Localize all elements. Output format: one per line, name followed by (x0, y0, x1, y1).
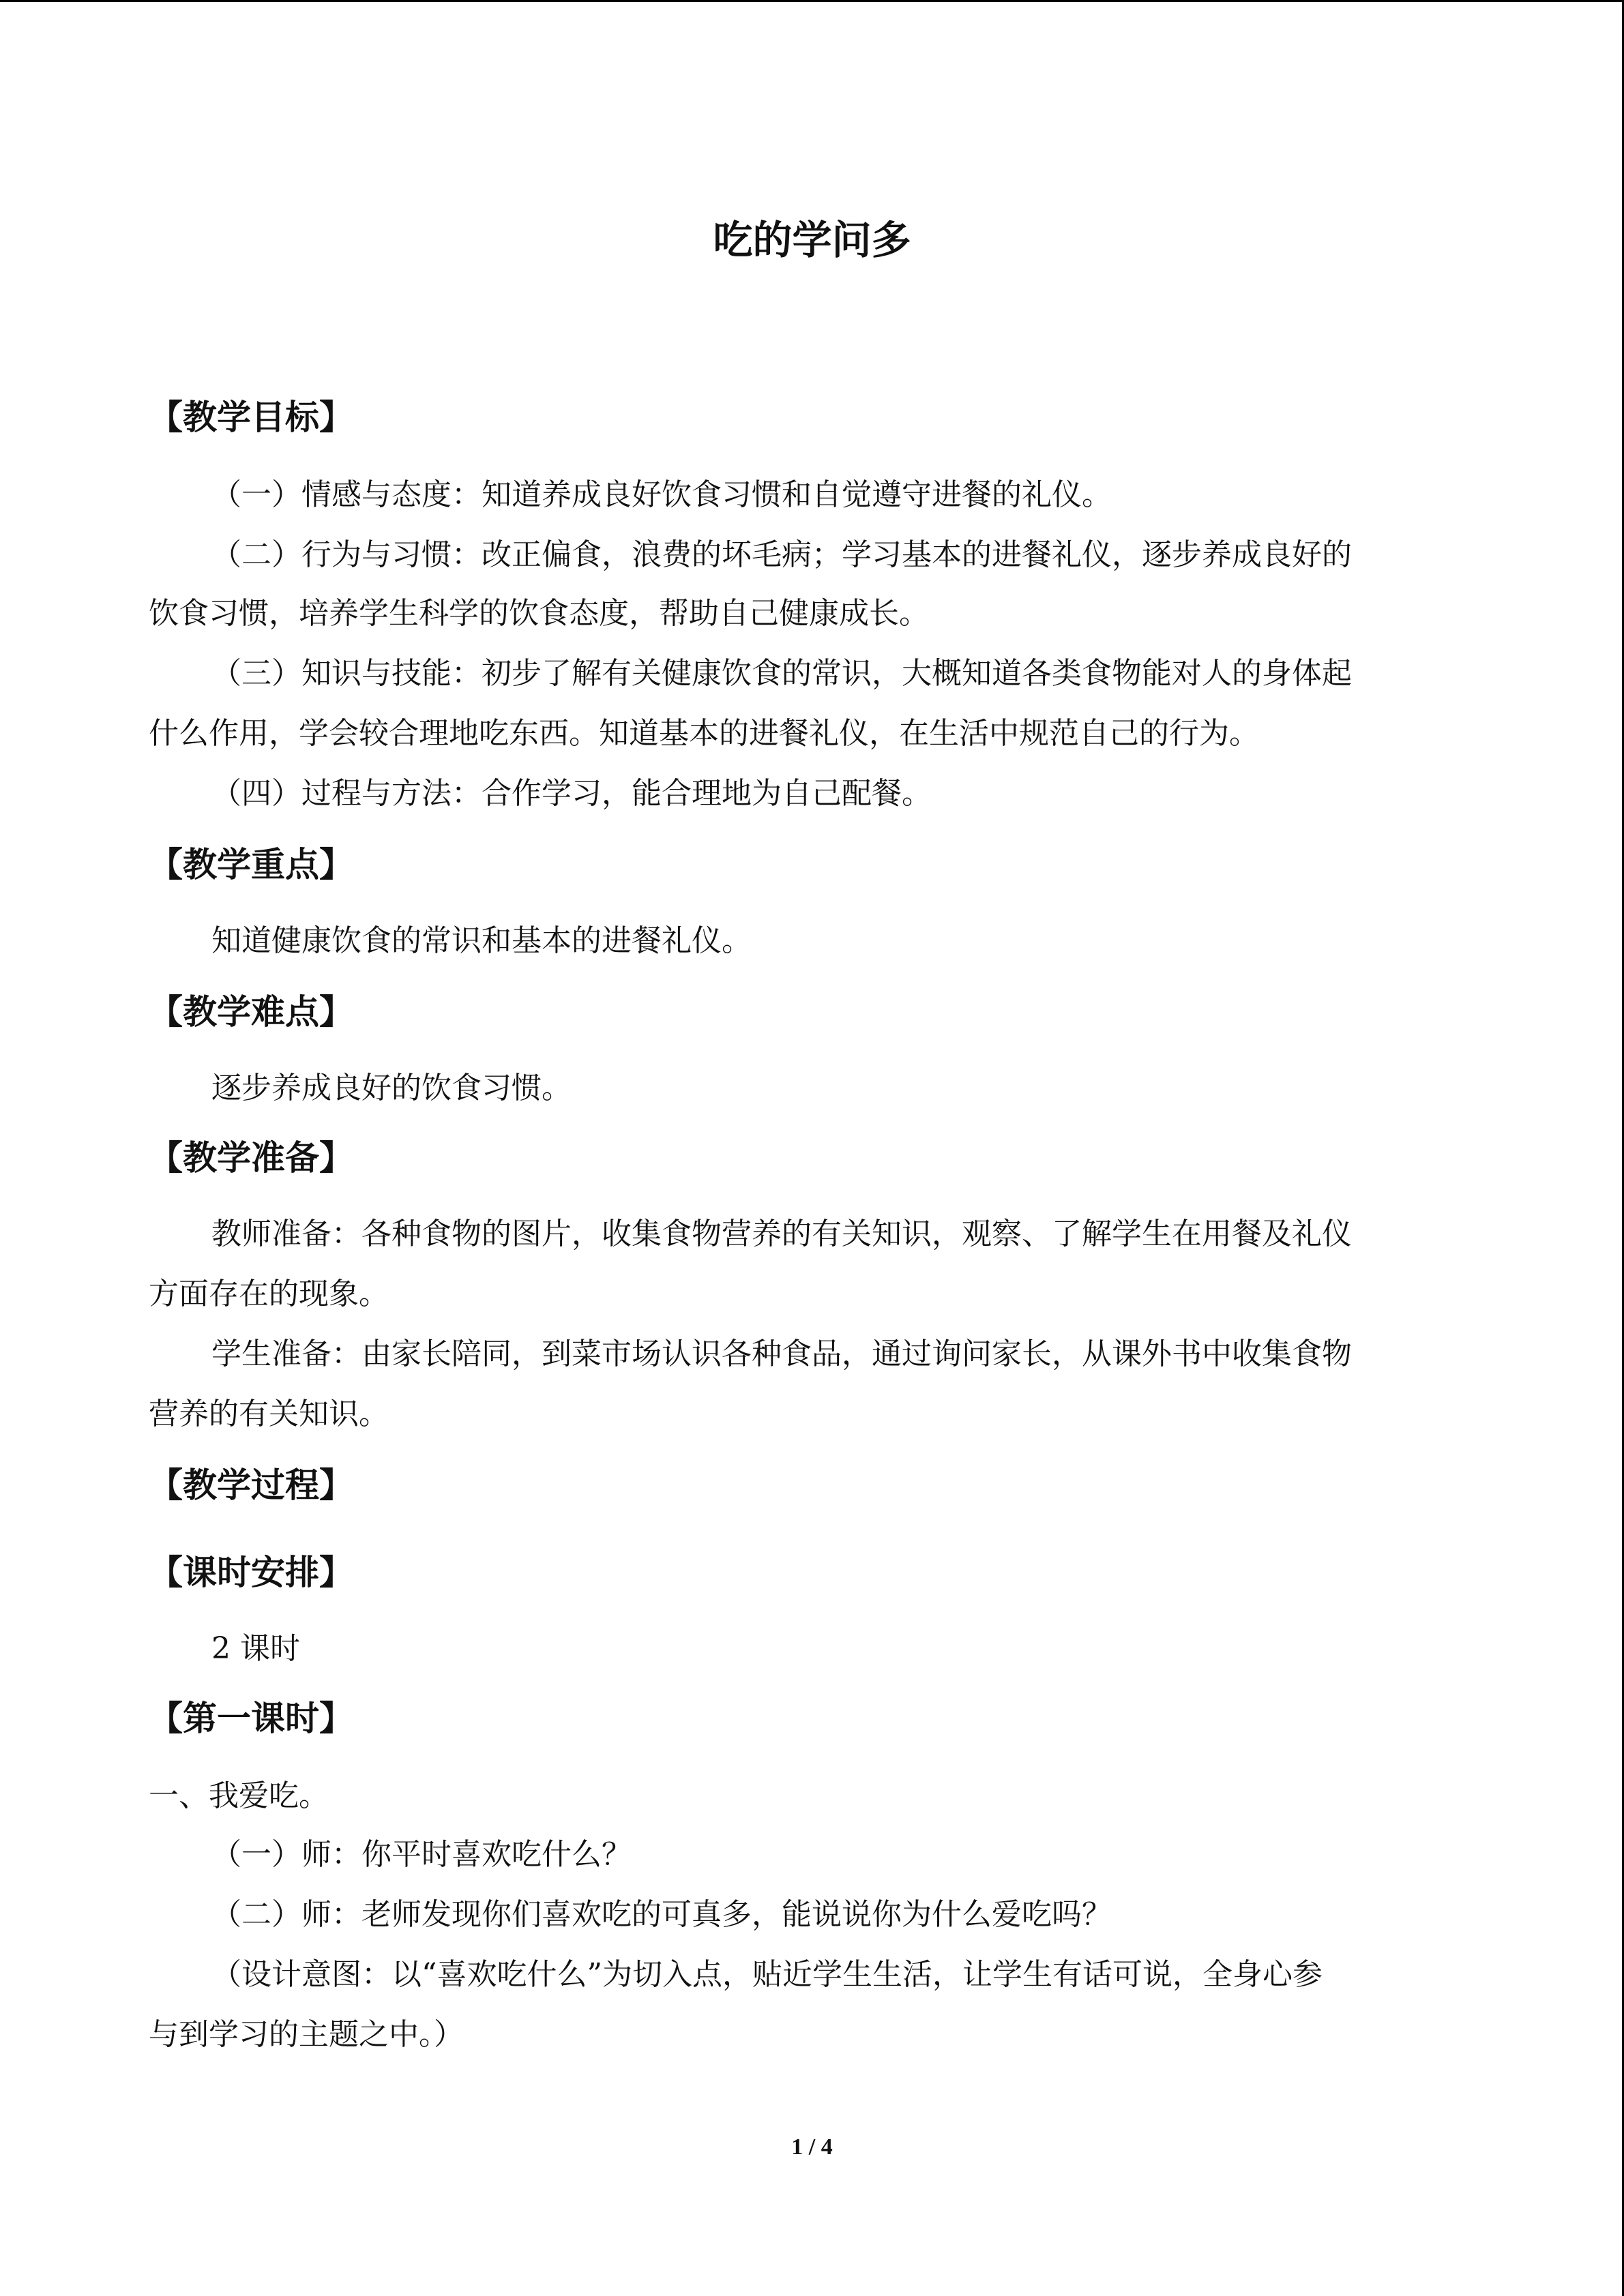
lesson1-line-1: 一、我爱吃。 (149, 1778, 329, 1813)
heading-key-points: 【教学重点】 (149, 845, 353, 884)
page-number: 1 / 4 (791, 2134, 833, 2160)
objectives-line-1: （一）情感与态度：知道养成良好饮食习惯和自觉遵守进餐的礼仪。 (211, 477, 1112, 512)
heading-preparation: 【教学准备】 (149, 1138, 353, 1178)
heading-lesson-1: 【第一课时】 (149, 1699, 353, 1738)
objectives-line-4: （三）知识与技能：初步了解有关健康饮食的常识，大概知道各类食物能对人的身体起 (211, 656, 1352, 691)
lesson1-line-5: 与到学习的主题之中。） (149, 2017, 464, 2052)
preparation-line-2: 方面存在的现象。 (149, 1277, 389, 1311)
objectives-line-6: （四）过程与方法：合作学习，能合理地为自己配餐。 (211, 776, 932, 811)
key-points-line-1: 知道健康饮食的常识和基本的进餐礼仪。 (211, 923, 752, 958)
objectives-line-5: 什么作用，学会较合理地吃东西。知道基本的进餐礼仪，在生活中规范自己的行为。 (149, 716, 1259, 751)
preparation-line-4: 营养的有关知识。 (149, 1397, 389, 1431)
schedule-line-1: 2 课时 (211, 1631, 300, 1666)
heading-difficulties: 【教学难点】 (149, 992, 353, 1032)
objectives-line-3: 饮食习惯，培养学生科学的饮食态度，帮助自己健康成长。 (149, 596, 929, 631)
heading-schedule: 【课时安排】 (149, 1553, 353, 1592)
lesson1-line-2: （一）师：你平时喜欢吃什么？ (211, 1837, 632, 1872)
lesson1-line-4: （设计意图：以“喜欢吃什么”为切入点，贴近学生生活，让学生有话可说，全身心参 (211, 1957, 1323, 1992)
preparation-line-3: 学生准备：由家长陪同，到菜市场认识各种食品，通过询问家长，从课外书中收集食物 (211, 1337, 1352, 1371)
difficulties-line-1: 逐步养成良好的饮食习惯。 (211, 1071, 572, 1105)
document-title: 吃的学问多 (713, 217, 911, 263)
lesson1-line-3: （二）师：老师发现你们喜欢吃的可真多，能说说你为什么爱吃吗？ (211, 1897, 1112, 1932)
objectives-line-2: （二）行为与习惯：改正偏食，浪费的坏毛病；学习基本的进餐礼仪，逐步养成良好的 (211, 537, 1352, 572)
heading-process: 【教学过程】 (149, 1465, 353, 1505)
preparation-line-1: 教师准备：各种食物的图片，收集食物营养的有关知识，观察、了解学生在用餐及礼仪 (211, 1217, 1352, 1251)
heading-objectives: 【教学目标】 (149, 398, 353, 437)
page-top-border (0, 0, 1624, 2)
